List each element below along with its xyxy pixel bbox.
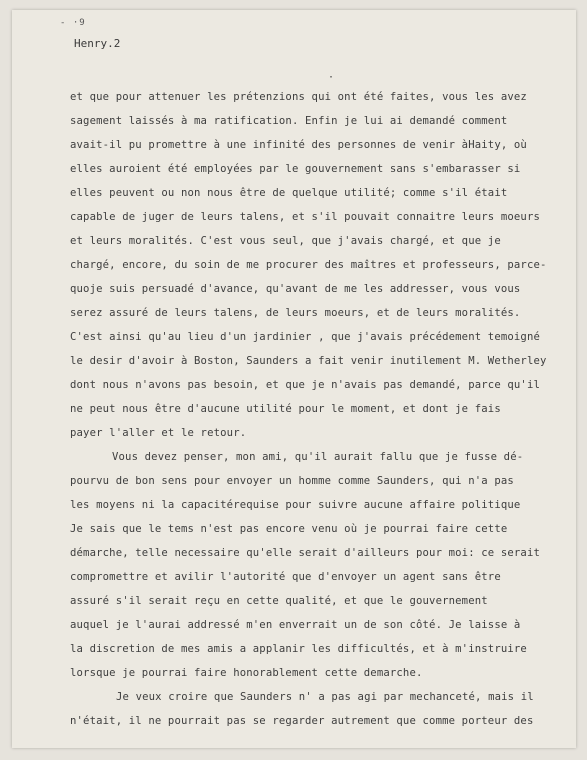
text-line: le desir d'avoir à Boston, Saunders a fait venir inutilement M. Wetherley — [70, 355, 547, 367]
text-line: pourvu de bon sens pour envoyer un homme comme Saunders, qui n'a pas — [70, 475, 514, 487]
text-line: elles auroient été employées par le gouvernement sans s'embarasser si — [70, 163, 521, 175]
text-line: et leurs moralités. C'est vous seul, que j'avais chargé, et que je — [70, 235, 501, 247]
text-line: assuré s'il serait reçu en cette qualité, et que le gouvernement — [70, 595, 488, 607]
text-line: démarche, telle necessaire qu'elle serait d'ailleurs pour moi: ce serait — [70, 547, 541, 559]
page-dot: · — [328, 72, 335, 83]
text-line: Je sais que le tems n'est pas encore venu où je pourrai faire cette — [70, 523, 508, 535]
text-line: serez assuré de leurs talens, de leurs moeurs, et de leurs moralités. — [70, 307, 521, 319]
text-line: les moyens ni la capacitérequise pour suivre aucune affaire politique — [70, 499, 521, 511]
text-line: capable de juger de leurs talens, et s'il pouvait connaitre leurs moeurs — [70, 211, 541, 223]
page-header: Henry.2 — [74, 37, 121, 50]
text-line: compromettre et avilir l'autorité que d'envoyer un agent sans être — [70, 571, 501, 583]
text-line: lorsque je pourrai faire honorablement cette demarche. — [70, 667, 423, 679]
text-line: avait-il pu promettre à une infinité des personnes de venir àHaity, où — [70, 139, 527, 151]
text-line: sagement laissés à ma ratification. Enfin je lui ai demandé comment — [70, 115, 508, 127]
text-line: elles peuvent ou non nous être de quelque utilité; comme s'il était — [70, 187, 508, 199]
text-line: dont nous n'avons pas besoin, et que je n'avais pas demandé, parce qu'il — [70, 379, 541, 391]
text-line: n'était, il ne pourrait pas se regarder autrement que comme porteur des — [70, 715, 534, 727]
paragraph-start-line: Je veux croire que Saunders n' a pas agi par mechanceté, mais il — [116, 691, 534, 703]
paragraph-start-line: Vous devez penser, mon ami, qu'il aurait fallu que je fusse dé- — [112, 451, 524, 463]
text-line: C'est ainsi qu'au lieu d'un jardinier , que j'avais précédement temoigné — [70, 331, 541, 343]
text-line: auquel je l'aurai addressé m'en enverrait un de son côté. Je laisse à — [70, 619, 521, 631]
text-line: payer l'aller et le retour. — [70, 427, 247, 439]
document-page — [12, 10, 576, 748]
text-line: quoje suis persuadé d'avance, qu'avant de me les addresser, vous vous — [70, 283, 521, 295]
text-line: et que pour attenuer les prétenzions qui ont été faites, vous les avez — [70, 91, 527, 103]
text-line: chargé, encore, du soin de me procurer des maîtres et professeurs, parce- — [70, 259, 547, 271]
page-edge-mark: - ·9 — [60, 18, 86, 28]
text-line: ne peut nous être d'aucune utilité pour le moment, et dont je fais — [70, 403, 501, 415]
text-line: la discretion de mes amis a applanir les difficultés, et à m'instruire — [70, 643, 527, 655]
